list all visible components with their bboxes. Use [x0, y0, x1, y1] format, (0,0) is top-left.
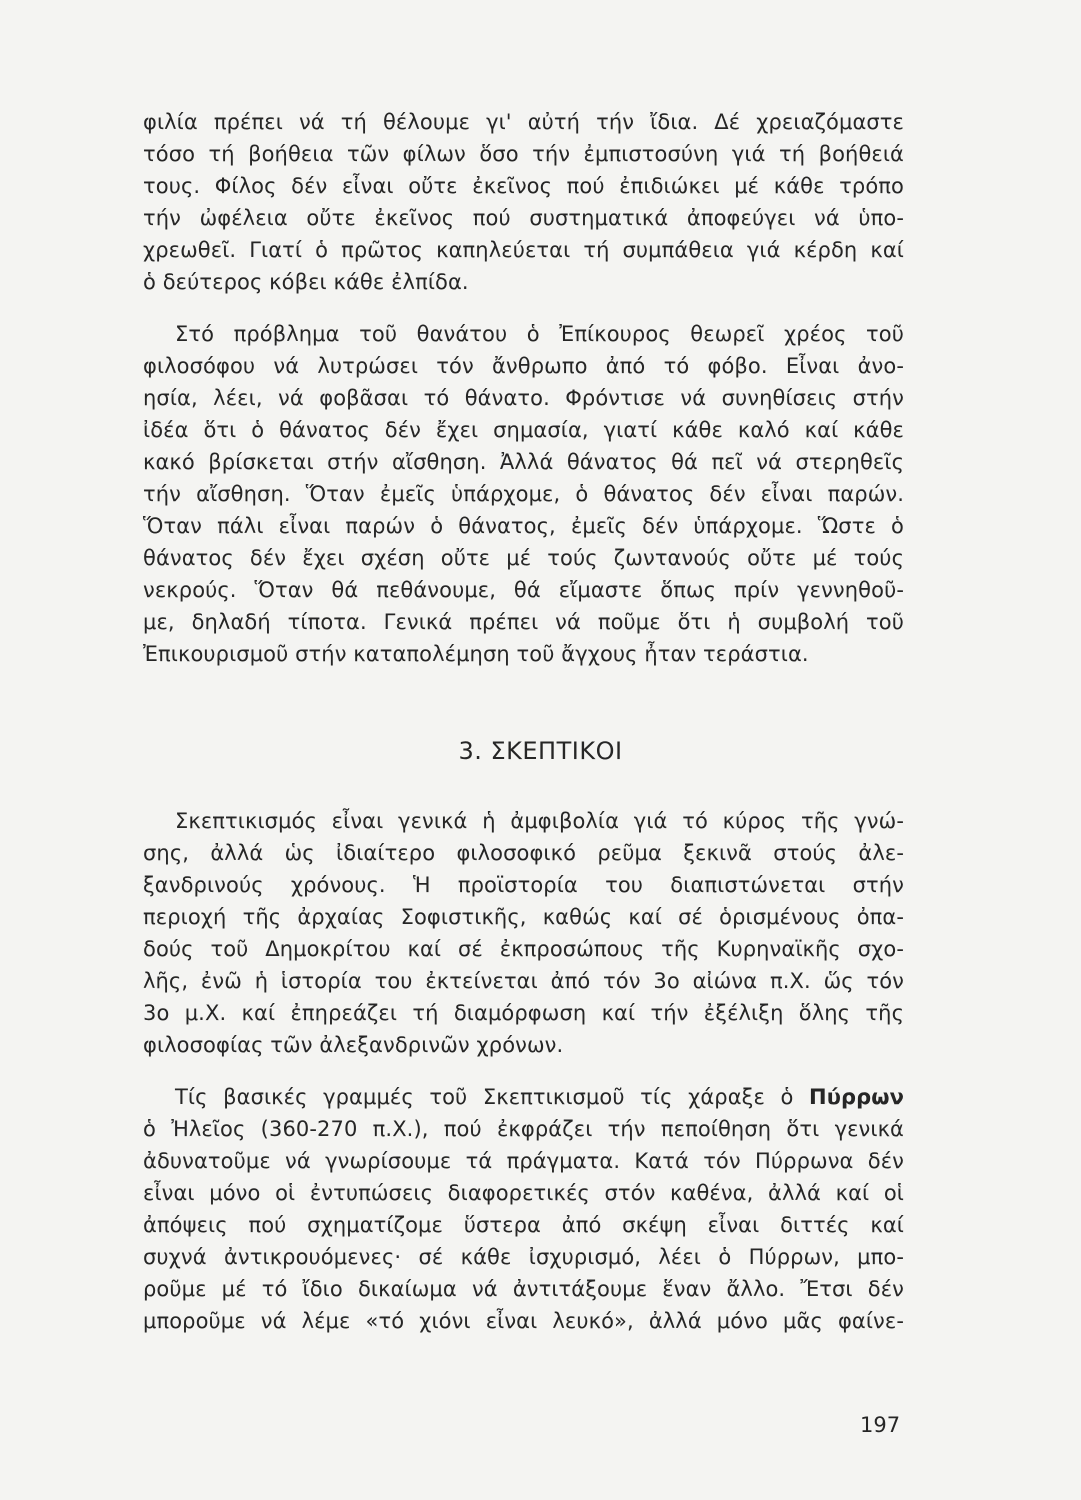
text-line: ἰδέα ὅτι ὁ θάνατος δέν ἔχει σημασία, γιατί κάθε καλό καί κάθε [143, 418, 904, 442]
text-line: χρεωθεῖ. Γιατί ὁ πρῶτος καπηλεύεται τή συμπάθεια γιά κέρδη καί [143, 238, 904, 262]
text-line: Ἐπικουρισμοῦ στήν καταπολέμηση τοῦ ἄγχους ἦταν τεράστια. [143, 642, 809, 666]
text-line: 3ο μ.Χ. καί ἐπηρεάζει τή διαμόρφωση καί τήν ἐξέλιξη ὅλης τῆς [143, 1001, 904, 1025]
text-line [175, 1081, 904, 1113]
text-line: ὁ Ἠλεῖος (360-270 π.Χ.), πού ἐκφράζει τήν πεποίθηση ὅτι γενικά [143, 1117, 904, 1141]
text-line: μποροῦμε νά λέμε «τό χιόνι εἶναι λευκό», ἀλλά μόνο μᾶς φαίνε- [143, 1309, 904, 1333]
text-line: λῆς, ἐνῶ ἡ ἱστορία του ἐκτείνεται ἀπό τόν 3ο αἰώνα π.Χ. ὥς τόν [143, 969, 904, 993]
section-heading: 3. ΣΚΕΠΤΙΚΟΙ [458, 737, 623, 765]
text-line: Στό πρόβλημα τοῦ θανάτου ὁ Ἐπίκουρος θεωρεῖ χρέος τοῦ [175, 322, 904, 346]
text-line: ἀδυνατοῦμε νά γνωρίσουμε τά πράγματα. Κατά τόν Πύρρωνα δέν [143, 1149, 904, 1173]
text-line: τήν ὠφέλεια οὔτε ἐκεῖνος πού συστηματικά ἀποφεύγει νά ὑπο- [143, 206, 904, 230]
text-line: ροῦμε μέ τό ἴδιο δικαίωμα νά ἀντιτάξουμε ἕναν ἄλλο. Ἔτσι δέν [143, 1277, 904, 1301]
text-line: ξανδρινούς χρόνους. Ἡ προϊστορία του διαπιστώνεται στήν [143, 873, 904, 897]
text-line: τόσο τή βοήθεια τῶν φίλων ὅσο τήν ἐμπιστοσύνη γιά τή βοήθειά [143, 142, 904, 166]
text-line: Σκεπτικισμός εἶναι γενικά ἡ ἀμφιβολία γιά τό κύρος τῆς γνώ- [175, 809, 904, 833]
text-line: με, δηλαδή τίποτα. Γενικά πρέπει νά ποῦμε ὅτι ἡ συμβολή τοῦ [143, 610, 904, 634]
text-line: τους. Φίλος δέν εἶναι οὔτε ἐκεῖνος πού ἐπιδιώκει μέ κάθε τρόπο [143, 174, 904, 198]
text-line: κακό βρίσκεται στήν αἴσθηση. Ἀλλά θάνατος θά πεῖ νά στερηθεῖς [143, 450, 904, 474]
text-line: ησία, λέει, νά φοβᾶσαι τό θάνατο. Φρόντισε νά συνηθίσεις στήν [143, 386, 904, 410]
text-line: ἀπόψεις πού σχηματίζομε ὕστερα ἀπό σκέψη εἶναι διττές καί [143, 1213, 904, 1237]
page-number: 197 [860, 1413, 901, 1437]
text-line: φιλοσοφίας τῶν ἀλεξανδρινῶν χρόνων. [143, 1033, 564, 1057]
text-line: τήν αἴσθηση. Ὅταν ἐμεῖς ὑπάρχομε, ὁ θάνατος δέν εἶναι παρών. [143, 482, 904, 506]
text-line: φιλία πρέπει νά τή θέλουμε γι' αὐτή τήν ἴδια. Δέ χρειαζόμαστε [143, 110, 904, 134]
text-line: συχνά ἀντικρουόμενες· σέ κάθε ἰσχυρισμό, λέει ὁ Πύρρων, μπο- [143, 1245, 904, 1269]
text-line: δούς τοῦ Δημοκρίτου καί σέ ἐκπροσώπους τῆς Κυρηναϊκῆς σχο- [143, 937, 904, 961]
text-line: νεκρούς. Ὅταν θά πεθάνουμε, θά εἴμαστε ὅπως πρίν γεννηθοῦ- [143, 578, 904, 602]
text-line: φιλοσόφου νά λυτρώσει τόν ἄνθρωπο ἀπό τό φόβο. Εἶναι ἀνο- [143, 354, 904, 378]
text-line: σης, ἀλλά ὡς ἰδιαίτερο φιλοσοφικό ρεῦμα ξεκινᾶ στούς ἀλε- [143, 841, 904, 865]
text-line: θάνατος δέν ἔχει σχέση οὔτε μέ τούς ζωντανούς οὔτε μέ τούς [143, 546, 904, 570]
text-line: εἶναι μόνο οἱ ἐντυπώσεις διαφορετικές στόν καθένα, ἀλλά καί οἱ [143, 1181, 904, 1205]
text-line: Ὅταν πάλι εἶναι παρών ὁ θάνατος, ἐμεῖς δέν ὑπάρχομε. Ὥστε ὁ [143, 514, 904, 538]
text-span: Τίς βασικές γραμμές τοῦ Σκεπτικισμοῦ τίς χάραξε ὁ [175, 1085, 810, 1109]
bold-name-pyrrho: Πύρρων [809, 1085, 904, 1109]
text-line: ὁ δεύτερος κόβει κάθε ἐλπίδα. [143, 270, 469, 294]
text-line: περιοχή τῆς ἀρχαίας Σοφιστικῆς, καθώς καί σέ ὁρισμένους ὀπα- [143, 905, 904, 929]
